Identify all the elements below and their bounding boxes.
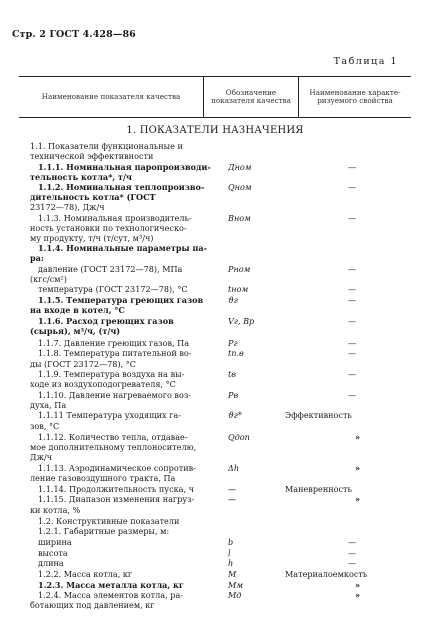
table-row (0, 151, 422, 162)
table-row (0, 421, 422, 432)
property-name: Эффективность (285, 410, 352, 420)
indicator-name: ность установки по технологическо- (30, 223, 187, 233)
table-row (0, 305, 422, 316)
property-name: » (355, 463, 361, 473)
indicator-name: ление газовоздушного тракта, Па (30, 473, 176, 483)
indicator-name: 1.1.14. Продолжительность пуска, ч (38, 484, 194, 494)
indicator-name: духа, Па (30, 400, 67, 410)
property-name: — (348, 284, 357, 294)
indicator-symbol: Pг (228, 338, 238, 348)
property-name: — (348, 390, 357, 400)
indicator-symbol: Вном (228, 213, 251, 223)
indicator-symbol: Mм (228, 580, 243, 590)
property-name: » (355, 494, 361, 504)
indicator-name: ботающих под давлением, кг (30, 600, 155, 610)
table-row (0, 505, 422, 516)
indicator-name: Дж/ч (30, 452, 53, 462)
indicator-name: 1.1.6. Расход греющих газов (38, 316, 174, 326)
indicator-name: (сырья), м³/ч, (т/ч) (30, 326, 121, 336)
indicator-name: на входе в котел, °С (30, 305, 125, 315)
page-header: Стр. 2 ГОСТ 4.428—86 (12, 29, 136, 40)
table-row (0, 558, 422, 569)
indicator-name: 1.1.15. Диапазон изменения нагруз- (38, 494, 195, 504)
table-row (0, 452, 422, 463)
table-row (0, 600, 422, 611)
indicator-symbol: h (228, 558, 234, 568)
indicator-name: 1.2.1. Габаритные размеры, м: (38, 526, 170, 536)
table-row (0, 473, 422, 484)
indicator-name: 1.1.5. Температура греющих газов (38, 295, 204, 305)
table-row (0, 202, 422, 213)
indicator-name: дительность котла* (ГОСТ (30, 192, 156, 202)
indicator-symbol: Δh (228, 463, 240, 473)
indicator-name: 1.2.4. Масса элементов котла, ра- (38, 590, 184, 600)
table-row (0, 284, 422, 295)
section-title: 1. ПОКАЗАТЕЛИ НАЗНАЧЕНИЯ (126, 125, 304, 136)
indicator-symbol: b (228, 537, 234, 547)
indicator-name: высота (38, 548, 68, 558)
indicator-symbol: — (228, 484, 237, 494)
indicator-name: температура (ГОСТ 23172—78), °С (38, 284, 188, 294)
indicator-symbol: Qном (228, 182, 252, 192)
indicator-name: давление (ГОСТ 23172—78), МПа (38, 264, 183, 274)
table-row (0, 569, 422, 580)
property-name: — (348, 182, 357, 192)
indicator-name: ширина (38, 537, 72, 547)
property-name: — (348, 558, 357, 568)
indicator-name: му продукту, т/ч (т/сут, м³/ч) (30, 233, 154, 243)
indicator-name: 1.1.3. Номинальная производитель- (38, 213, 192, 223)
property-name: — (348, 338, 357, 348)
property-name: Маневренность (285, 484, 352, 494)
indicator-name: 1.1.8. Температура питательной во- (38, 348, 192, 358)
indicator-name: технической эффективности (30, 151, 154, 161)
indicator-symbol: Vг, Вр (228, 316, 255, 326)
indicator-name: зов, °С (30, 421, 60, 431)
property-name: » (355, 590, 361, 600)
property-name: — (348, 348, 357, 358)
indicator-name: 1.2.2. Масса котла, кг (38, 569, 133, 579)
indicator-symbol: ϑг* (228, 410, 242, 420)
table-row (0, 253, 422, 264)
indicator-name: 1.1.2. Номинальная теплопроизво- (38, 182, 205, 192)
indicator-symbol: Qдоп (228, 432, 250, 442)
property-name: » (355, 432, 361, 442)
table-row (0, 410, 422, 421)
indicator-name: 1.1.4. Номинальные параметры па- (38, 243, 208, 253)
indicator-name: 1.1.13. Аэродинамическое сопротив- (38, 463, 196, 473)
indicator-name: 1.1.1. Номинальная паропроизводи- (38, 162, 211, 172)
indicator-name: 1.1.9. Температура воздуха на вы- (38, 369, 185, 379)
property-name: — (348, 295, 357, 305)
property-name: — (348, 264, 357, 274)
table-row (0, 326, 422, 337)
indicator-name: длина (38, 558, 64, 568)
indicator-name: (кгс/см²) (30, 274, 67, 284)
indicator-name: 1.1.11 Температура уходящих га- (38, 410, 181, 420)
table-row (0, 494, 422, 505)
property-name: — (348, 213, 357, 223)
column-header-indicator: Наименование показателя качества (41, 91, 181, 101)
indicator-symbol: Дном (228, 162, 252, 172)
column-header-symbol: Обозначение показателя качества (203, 77, 299, 117)
indicator-name: тельность котла*, т/ч (30, 172, 132, 182)
indicator-name: 1.2.3. Масса металла котла, кг (38, 580, 184, 590)
indicator-name: 23172—78), Дж/ч (30, 202, 105, 212)
table-row (0, 526, 422, 537)
indicator-name: 1.1.7. Давление греющих газов, Па (38, 338, 190, 348)
indicator-symbol: M (228, 569, 237, 579)
indicator-name: ды (ГОСТ 23172—78), °С (30, 359, 136, 369)
table-row (0, 379, 422, 390)
property-name: — (348, 537, 357, 547)
property-name: — (348, 162, 357, 172)
table-label: Таблица 1 (333, 56, 398, 67)
indicator-symbol: Pном (228, 264, 251, 274)
indicator-name: ра: (30, 253, 44, 263)
indicator-symbol: Pв (228, 390, 239, 400)
column-header-property: Наименование характе-ризуемого свойства (309, 87, 401, 105)
indicator-name: 1.1.10. Давление нагреваемого воз- (38, 390, 191, 400)
property-name: » (355, 580, 361, 590)
table-row (0, 537, 422, 548)
indicator-name: 1.2. Конструктивные показатели (38, 516, 180, 526)
indicator-symbol: l (228, 548, 231, 558)
indicator-symbol: tп.в (228, 348, 244, 358)
indicator-name: ходе из воздухоподогревателя, °С (30, 379, 176, 389)
indicator-symbol: — (228, 494, 237, 504)
table-row (0, 348, 422, 359)
property-name: Материалоемкость (285, 569, 368, 579)
property-name: — (348, 316, 357, 326)
indicator-name: ки котла, % (30, 505, 81, 515)
indicator-symbol: tном (228, 284, 249, 294)
indicator-symbol: Mд (228, 590, 242, 600)
indicator-name: 1.1. Показатели функциональные и (30, 141, 183, 151)
indicator-symbol: tв (228, 369, 236, 379)
indicator-symbol: ϑг (228, 295, 238, 305)
indicator-name: 1.1.12. Количество тепла, отдавае- (38, 432, 188, 442)
indicator-name: мое дополнительному теплоносителю, (30, 442, 197, 452)
property-name: — (348, 548, 357, 558)
property-name: — (348, 369, 357, 379)
